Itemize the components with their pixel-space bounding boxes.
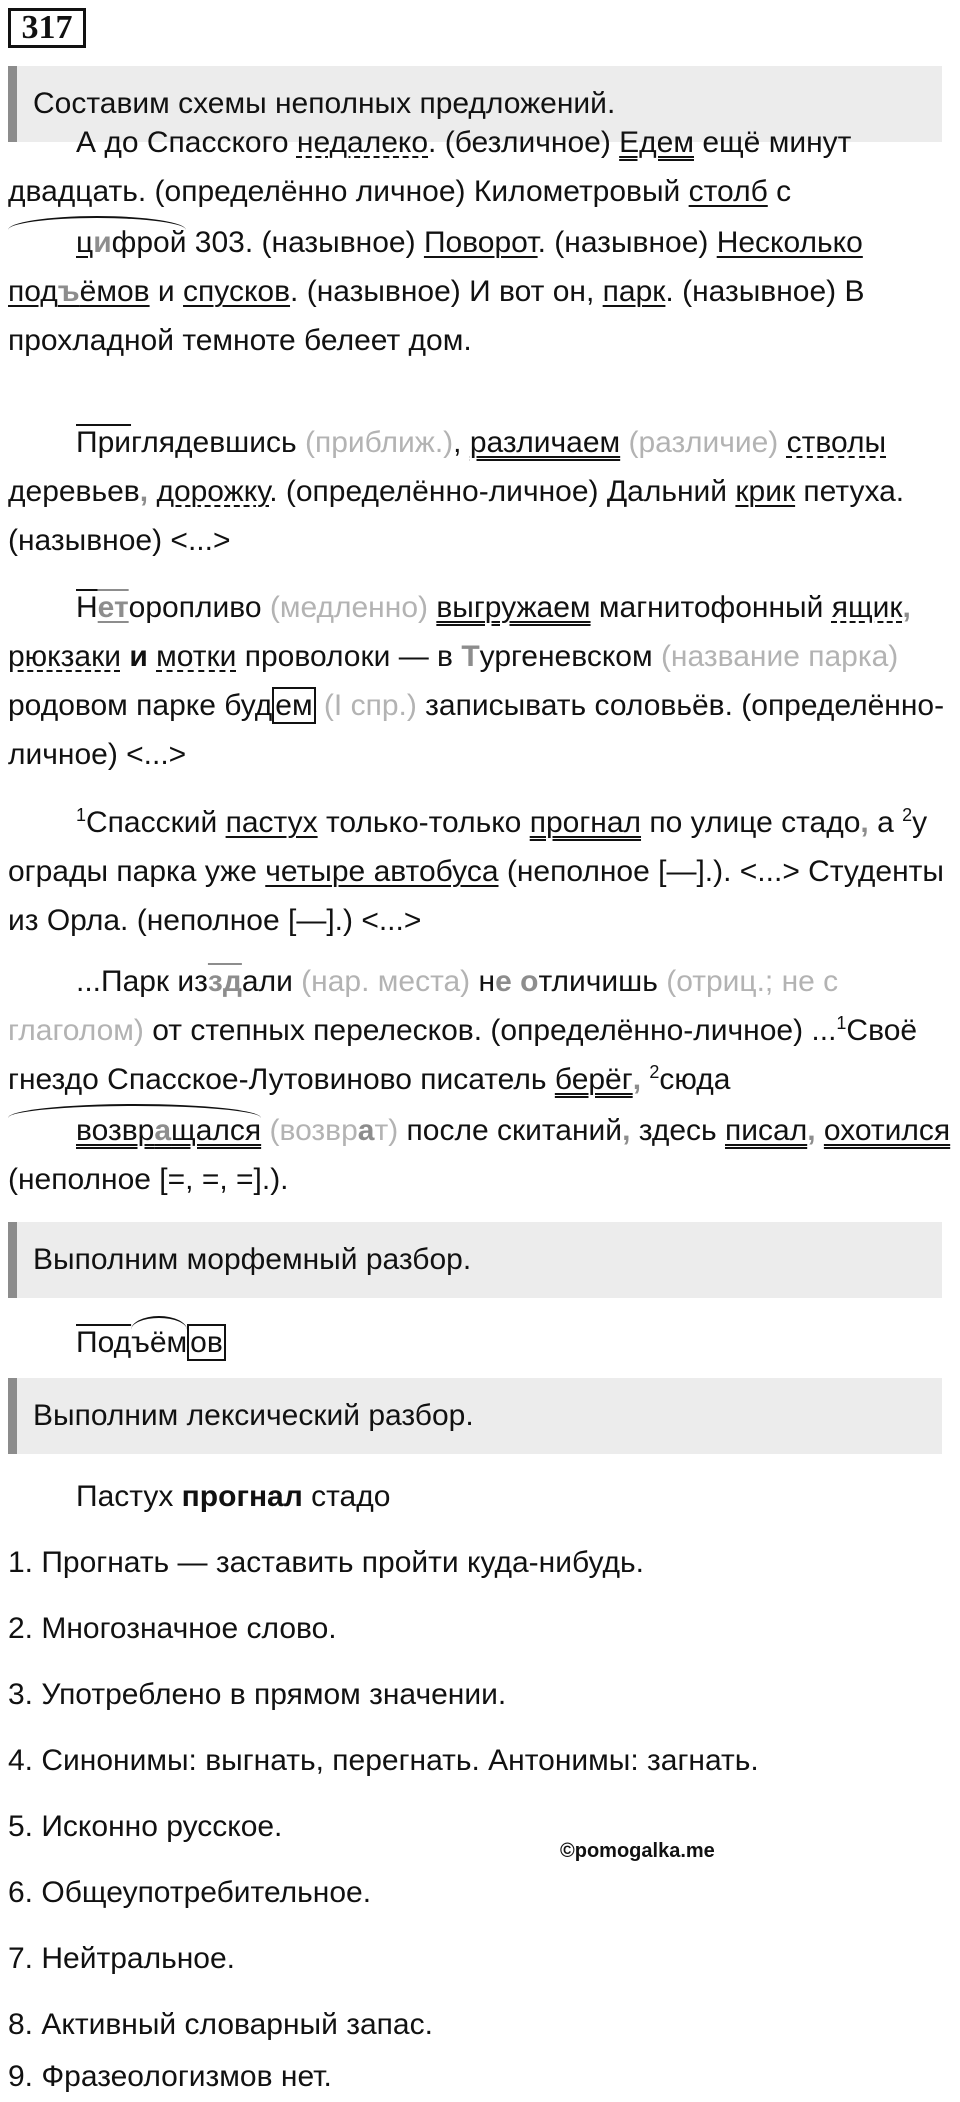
highlight-letter: о [520,965,539,998]
ending-box: ов [187,1324,226,1361]
text [148,640,156,673]
highlight-letter: а [357,1114,375,1147]
comma-mark: , [632,1063,642,1096]
subject-word: парк [602,275,666,308]
subject-word: пастух [225,806,318,839]
text: здесь [630,1114,725,1147]
text: и [149,275,184,308]
text: только-только [317,806,530,839]
text: записывать соловьёв. (определённо-личное) <...> [8,689,945,771]
superscript: 1 [76,805,87,825]
text: петуха. (назывное) <...> [8,475,905,557]
predicate-word: выгружаем [436,591,591,624]
morpheme-word [76,1316,376,1367]
text: ещё минут двадцать. (определённо личное) Километровый [8,126,852,208]
paragraph-1 [8,118,952,365]
hint: (название парка) [660,640,899,673]
text: после скитаний [398,1114,623,1147]
prefix-mark: Под [76,1326,132,1359]
list-item: 2. Многозначное слово. [8,1612,337,1645]
list-item: 5. Исконно русское. [8,1810,283,1843]
list-item: 8. Активный словарный запас. [8,2008,433,2041]
object-word: мотки [156,640,237,673]
prefix-mark: Н [76,591,98,624]
hint: т) [374,1114,399,1147]
adverbial-word: недалеко [296,126,429,159]
text: деревьев [8,475,140,508]
text [778,426,786,459]
subject-word: Несколько [716,226,863,259]
predicate-word: писал [725,1114,808,1147]
text: А до Спасского [76,126,297,159]
text: ...Парк из [76,965,208,998]
hint: (нар. места) [292,965,471,998]
text: проволоки — в [236,640,462,673]
highlight-letter: Т [461,640,480,673]
list-item: 3. Употреблено в прямом значении. [8,1678,507,1711]
text [512,965,520,998]
hint: (отриц.; не с глаголом) [8,965,839,1047]
predicate-word: Едем [619,126,694,159]
highlight-letters: ет [97,591,129,624]
hint: (приближ.) [296,426,454,459]
text: с [767,175,792,208]
list-item: 9. Фразеологизмов нет. [8,2060,332,2093]
hint: (возвр [261,1114,358,1147]
text: тличишь [538,965,658,998]
text: возвр [76,1114,155,1147]
superscript: 1 [836,1013,847,1033]
list-item: 1. Прогнать — заставить пройти куда-нибудь. [8,1546,644,1579]
subject-word: Поворот [423,226,538,259]
list-item: 4. Синонимы: выгнать, перегнать. Антонимы: загнать. [8,1744,759,1777]
highlight-letters: зд [207,965,242,998]
hint: (различие) [620,426,779,459]
section-header-lexical: Выполним лексический разбор. [8,1378,942,1454]
text: под [8,275,58,308]
predicate-word: охотился [823,1114,951,1147]
text: щался [171,1114,262,1147]
predicate-word: прогнал [529,806,642,839]
subject-word [8,275,150,308]
lexical-phrase [76,1472,676,1521]
highlight-letter: а [154,1114,172,1147]
list-item: 7. Нейтральное. [8,1942,235,1975]
text: . (назывное) [537,226,717,259]
highlight-letter: е [495,965,512,998]
ending-box: ем [272,687,315,724]
text: (неполное [=, =, =].). [8,1163,289,1196]
paragraph-3 [8,583,952,779]
text: Спасский [86,806,226,839]
highlight-letter: ъ [57,275,80,308]
object-word: рюкзаки [8,640,121,673]
superscript: 2 [649,1062,660,1082]
text: глядевшись [131,426,297,459]
text: ургеневском [479,640,661,673]
subject-word: столб [688,175,768,208]
text [816,1114,824,1147]
text: , [453,426,470,459]
hint: (медленно) [261,591,428,624]
bold-word: прогнал [181,1480,303,1513]
section-header-morpheme: Выполним морфемный разбор. [8,1222,942,1298]
text: . (назывное) И вот он, [290,275,603,308]
object-word: ящик [831,591,903,624]
hint: (I спр.) [315,689,417,722]
subject-word: спусков [183,275,291,308]
text: ц [76,226,94,259]
list-item: 6. Общеупотребительное. [8,1876,372,1909]
predicate-word: берёг [554,1063,633,1096]
highlight-letter: и [93,226,112,259]
text: . (определённо-личное) Дальний [269,475,736,508]
root-arc-word [8,216,186,267]
conjunction: и [129,640,148,673]
text: родовом парке буд [8,689,273,722]
text: Пастух [76,1480,182,1513]
text: н [470,965,496,998]
text: . (назывное) В прохладной темноте белеет дом. [8,275,865,357]
text: по улице стадо [641,806,861,839]
comma-mark: , [807,1114,816,1147]
text: фрой [111,226,187,259]
comma-mark: , [622,1114,631,1147]
prefix-mark: При [76,426,132,459]
watermark: ©pomogalka.me [560,1840,715,1862]
comma-mark: , [860,806,869,839]
text: от степных перелесков. (определённо-личное) ... [143,1014,837,1047]
paragraph-2 [8,418,952,565]
text: сюда [659,1063,731,1096]
text: . (безличное) [428,126,620,159]
subject-word: крик [735,475,796,508]
text: у ограды парка уже [8,806,928,888]
section-header-schemes: Составим схемы неполных предложений. [8,66,942,142]
predicate-word: различаем [469,426,621,459]
text: ёмов [79,275,150,308]
text: 303. (назывное) [186,226,424,259]
root-arc: ъём [131,1316,187,1367]
comma-mark: , [139,475,149,508]
text: (неполное [—].). <...> Студенты из Орла. (неполное [—].) <...> [8,855,944,937]
paragraph-4 [8,798,952,945]
paragraph-5 [8,957,952,1204]
text: стадо [302,1480,391,1513]
text: а [868,806,903,839]
text: оропливо [128,591,262,624]
superscript: 2 [902,805,913,825]
text: магнитофонный [590,591,832,624]
text: Своё гнездо Спасское-Лутовиново писатель [8,1014,918,1096]
text: али [241,965,293,998]
object-word: стволы [786,426,887,459]
predicate-word [8,1104,261,1155]
exercise-number: 317 [8,8,86,48]
subject-word: четыре автобуса [265,855,499,888]
object-word: дорожку [156,475,270,508]
comma-mark: , [902,591,911,624]
